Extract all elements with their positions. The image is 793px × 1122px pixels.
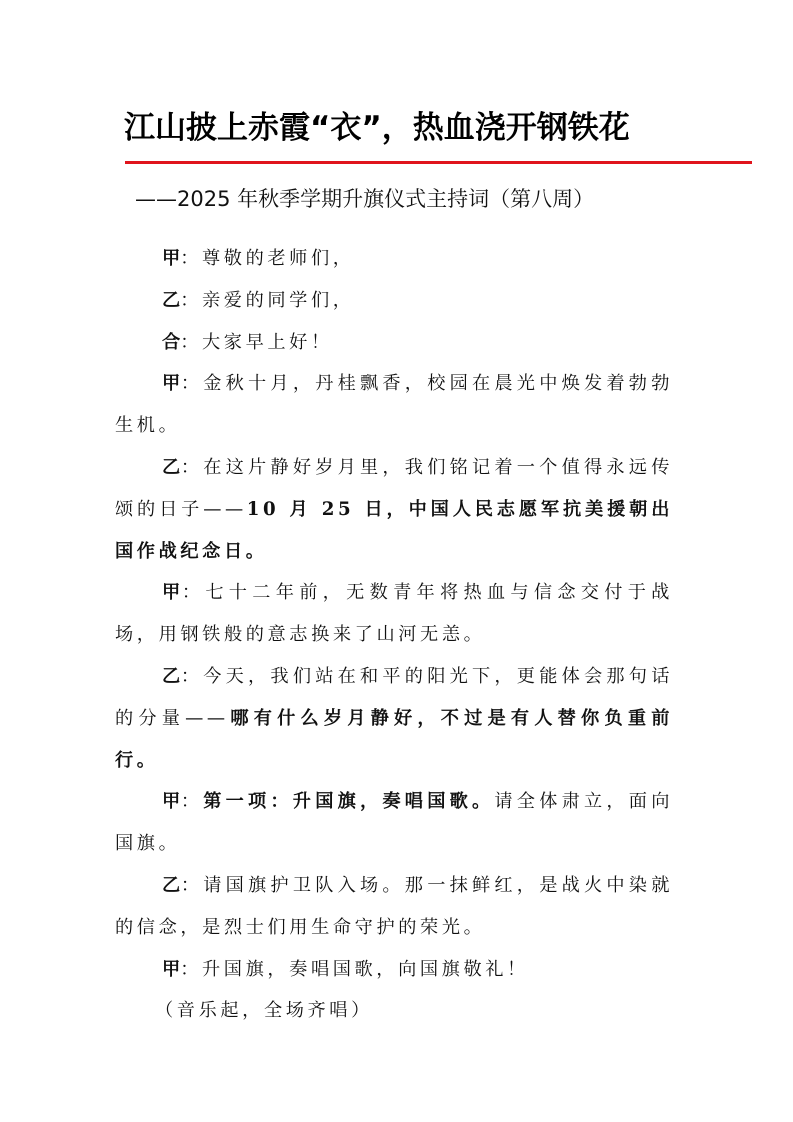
paragraph-text: 请全体肃立，面向国旗。 bbox=[115, 791, 673, 855]
speaker-label: 乙 bbox=[162, 289, 181, 311]
document-title: 江山披上赤霞“衣”，热血浇开钢铁花 bbox=[124, 110, 630, 146]
paragraph-text: 在这片静好岁月里，我们铭记着一个值得永远传颂的日子—— bbox=[115, 456, 673, 520]
paragraph-text: 今天，我们站在和平的阳光下，更能体会那句话的分量—— bbox=[115, 665, 673, 729]
emphasis-text: 哪有什么岁月静好，不过是有人替你负重前行。 bbox=[115, 707, 673, 771]
speaker-label: 甲 bbox=[162, 791, 181, 813]
emphasis-text: 10 月 25 日，中国人民志愿军抗美援朝出国作战纪念日。 bbox=[115, 498, 673, 562]
paragraph-text: 七十二年前，无数青年将热血与信念交付于战场，用钢铁般的意志换来了山河无恙。 bbox=[115, 582, 673, 646]
script-body bbox=[115, 238, 673, 1032]
paragraph-text: 大家早上好！ bbox=[202, 331, 333, 353]
paragraph-5: 乙：在这片静好岁月里，我们铭记着一个值得永远传颂的日子——10 月 25 日，中国人民志愿军抗美援朝出国作战纪念日。 bbox=[115, 456, 673, 562]
paragraph-10: 甲：升国旗，奏唱国歌，向国旗敬礼！ bbox=[162, 958, 529, 980]
paragraph-8: 甲：第一项：升国旗，奏唱国歌。请全体肃立，面向国旗。 bbox=[115, 791, 673, 855]
title-divider-rule bbox=[125, 161, 752, 164]
speaker-label: 甲 bbox=[162, 582, 182, 604]
paragraph-text: 尊敬的老师们， bbox=[202, 248, 355, 269]
paragraph-9: 乙：请国旗护卫队入场。那一抹鲜红，是战火中染就的信念，是烈士们用生命守护的荣光。 bbox=[115, 874, 673, 938]
speaker-label: 乙 bbox=[162, 665, 181, 687]
speaker-label: 甲 bbox=[162, 373, 181, 395]
paragraph-1: 甲：尊敬的老师们， bbox=[162, 248, 355, 269]
stage-note: （音乐起，全场齐唱） bbox=[155, 1000, 373, 1022]
paragraph-2: 乙：亲爱的同学们， bbox=[162, 289, 355, 311]
speaker-label: 乙 bbox=[162, 874, 181, 896]
speaker-label: 甲 bbox=[162, 958, 181, 980]
paragraph-6: 甲：七十二年前，无数青年将热血与信念交付于战场，用钢铁般的意志换来了山河无恙。 bbox=[115, 582, 673, 646]
paragraph-text: 亲爱的同学们， bbox=[202, 289, 355, 311]
paragraph-3: 合：大家早上好！ bbox=[162, 331, 333, 353]
paragraph-4: 甲：金秋十月，丹桂飘香，校园在晨光中焕发着勃勃生机。 bbox=[115, 373, 673, 437]
paragraph-text: 请国旗护卫队入场。那一抹鲜红，是战火中染就的信念，是烈士们用生命守护的荣光。 bbox=[115, 874, 673, 938]
paragraph-text: 升国旗，奏唱国歌，向国旗敬礼！ bbox=[202, 958, 529, 980]
speaker-label: 合 bbox=[162, 331, 181, 353]
document-subtitle: ——2025 年秋季学期升旗仪式主持词（第八周） bbox=[135, 187, 595, 211]
paragraph-text: 金秋十月，丹桂飘香，校园在晨光中焕发着勃勃生机。 bbox=[115, 373, 673, 437]
speaker-label: 甲 bbox=[162, 248, 181, 269]
speaker-label: 乙 bbox=[162, 456, 181, 478]
paragraph-7: 乙：今天，我们站在和平的阳光下，更能体会那句话的分量——哪有什么岁月静好，不过是有人替你负重前行。 bbox=[115, 665, 673, 771]
emphasis-text: 第一项：升国旗，奏唱国歌。 bbox=[203, 791, 495, 813]
